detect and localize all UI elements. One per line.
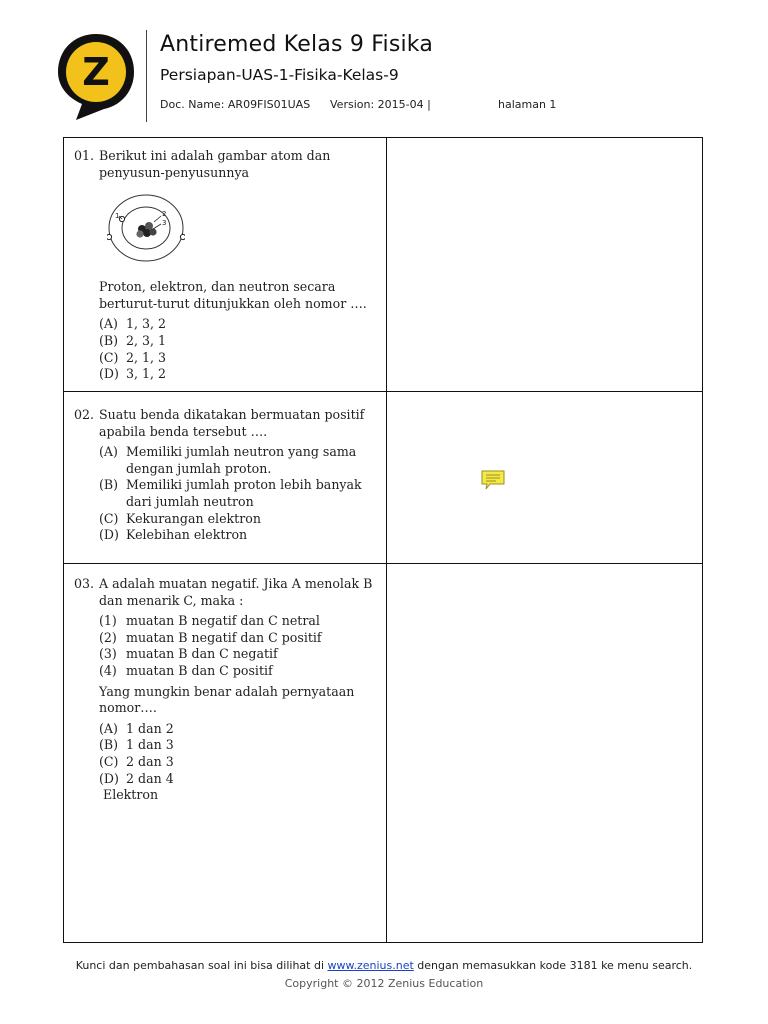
question-number: 03. — [74, 576, 95, 591]
row-divider — [64, 563, 702, 564]
doc-subtitle: Persiapan-UAS-1-Fisika-Kelas-9 — [160, 66, 399, 84]
header-divider — [146, 30, 147, 122]
page-number: halaman 1 — [498, 98, 557, 111]
question-1 — [74, 148, 374, 383]
option-c[interactable]: (C) 2 dan 3 — [99, 753, 174, 769]
question-2 — [74, 407, 374, 544]
question-number: 02. — [74, 407, 95, 422]
option-c[interactable]: (C) Kekurangan elektron — [99, 510, 261, 526]
question-3 — [74, 576, 374, 804]
doc-name: Doc. Name: AR09FIS01UAS — [160, 98, 311, 111]
statement-3: (3) muatan B dan C negatif — [99, 646, 278, 662]
logo-letter: Z — [82, 50, 110, 94]
footer-note: Kunci dan pembahasan soal ini bisa dilihat di www.zenius.net dengan memasukkan kode 3181 ke menu search. — [75, 959, 693, 972]
option-a[interactable]: (A) Memiliki jumlah neutron yang sama dengan jumlah proton. — [99, 444, 357, 476]
comment-note-icon[interactable] — [481, 470, 505, 490]
option-b[interactable]: (B) 2, 3, 1 — [99, 332, 167, 348]
option-d[interactable]: (D) 2 dan 4 — [99, 770, 174, 786]
option-a[interactable]: (A) 1, 3, 2 — [99, 316, 167, 332]
option-d[interactable]: (D) Kelebihan elektron — [99, 527, 248, 543]
column-divider — [386, 138, 387, 942]
statement-2: (2) muatan B negatif dan C positif — [99, 629, 322, 645]
question-stem-after: Yang mungkin benar adalah pernyataan nomor…. — [99, 683, 355, 716]
question-stem: Suatu benda dikatakan bermuatan positif apabila benda tersebut …. — [99, 407, 365, 439]
option-a[interactable]: (A) 1 dan 2 — [99, 720, 174, 736]
zenius-link[interactable]: www.zenius.net — [327, 959, 414, 972]
question-stem: A adalah muatan negatif. Jika A menolak B dan menarik C, maka : — [99, 576, 373, 608]
statement-4: (4) muatan B dan C positif — [99, 662, 273, 678]
figure-label: 2 — [162, 210, 167, 218]
option-c[interactable]: (C) 2, 1, 3 — [99, 349, 167, 365]
question-stem: Berikut ini adalah gambar atom dan penyusun-penyusunnya — [99, 148, 331, 180]
figure-label: 3 — [162, 219, 167, 227]
answer-note: Elektron — [103, 787, 159, 803]
option-b[interactable]: (B) Memiliki jumlah proton lebih banyak dari jumlah neutron — [99, 477, 362, 509]
atom-diagram — [107, 192, 185, 264]
doc-version: Version: 2015-04 | — [330, 98, 431, 111]
question-number: 01. — [74, 148, 95, 163]
figure-label: 1 — [115, 212, 120, 220]
option-d[interactable]: (D) 3, 1, 2 — [99, 366, 167, 382]
zenius-logo — [54, 30, 138, 122]
option-b[interactable]: (B) 1 dan 3 — [99, 737, 174, 753]
statement-1: (1) muatan B negatif dan C netral — [99, 613, 320, 629]
question-stem-after: Proton, elektron, dan neutron secara berturut-turut ditunjukkan oleh nomor …. — [99, 279, 367, 311]
row-divider — [64, 391, 702, 392]
doc-title: Antiremed Kelas 9 Fisika — [160, 32, 434, 57]
copyright: Copyright © 2012 Zenius Education — [284, 977, 484, 990]
